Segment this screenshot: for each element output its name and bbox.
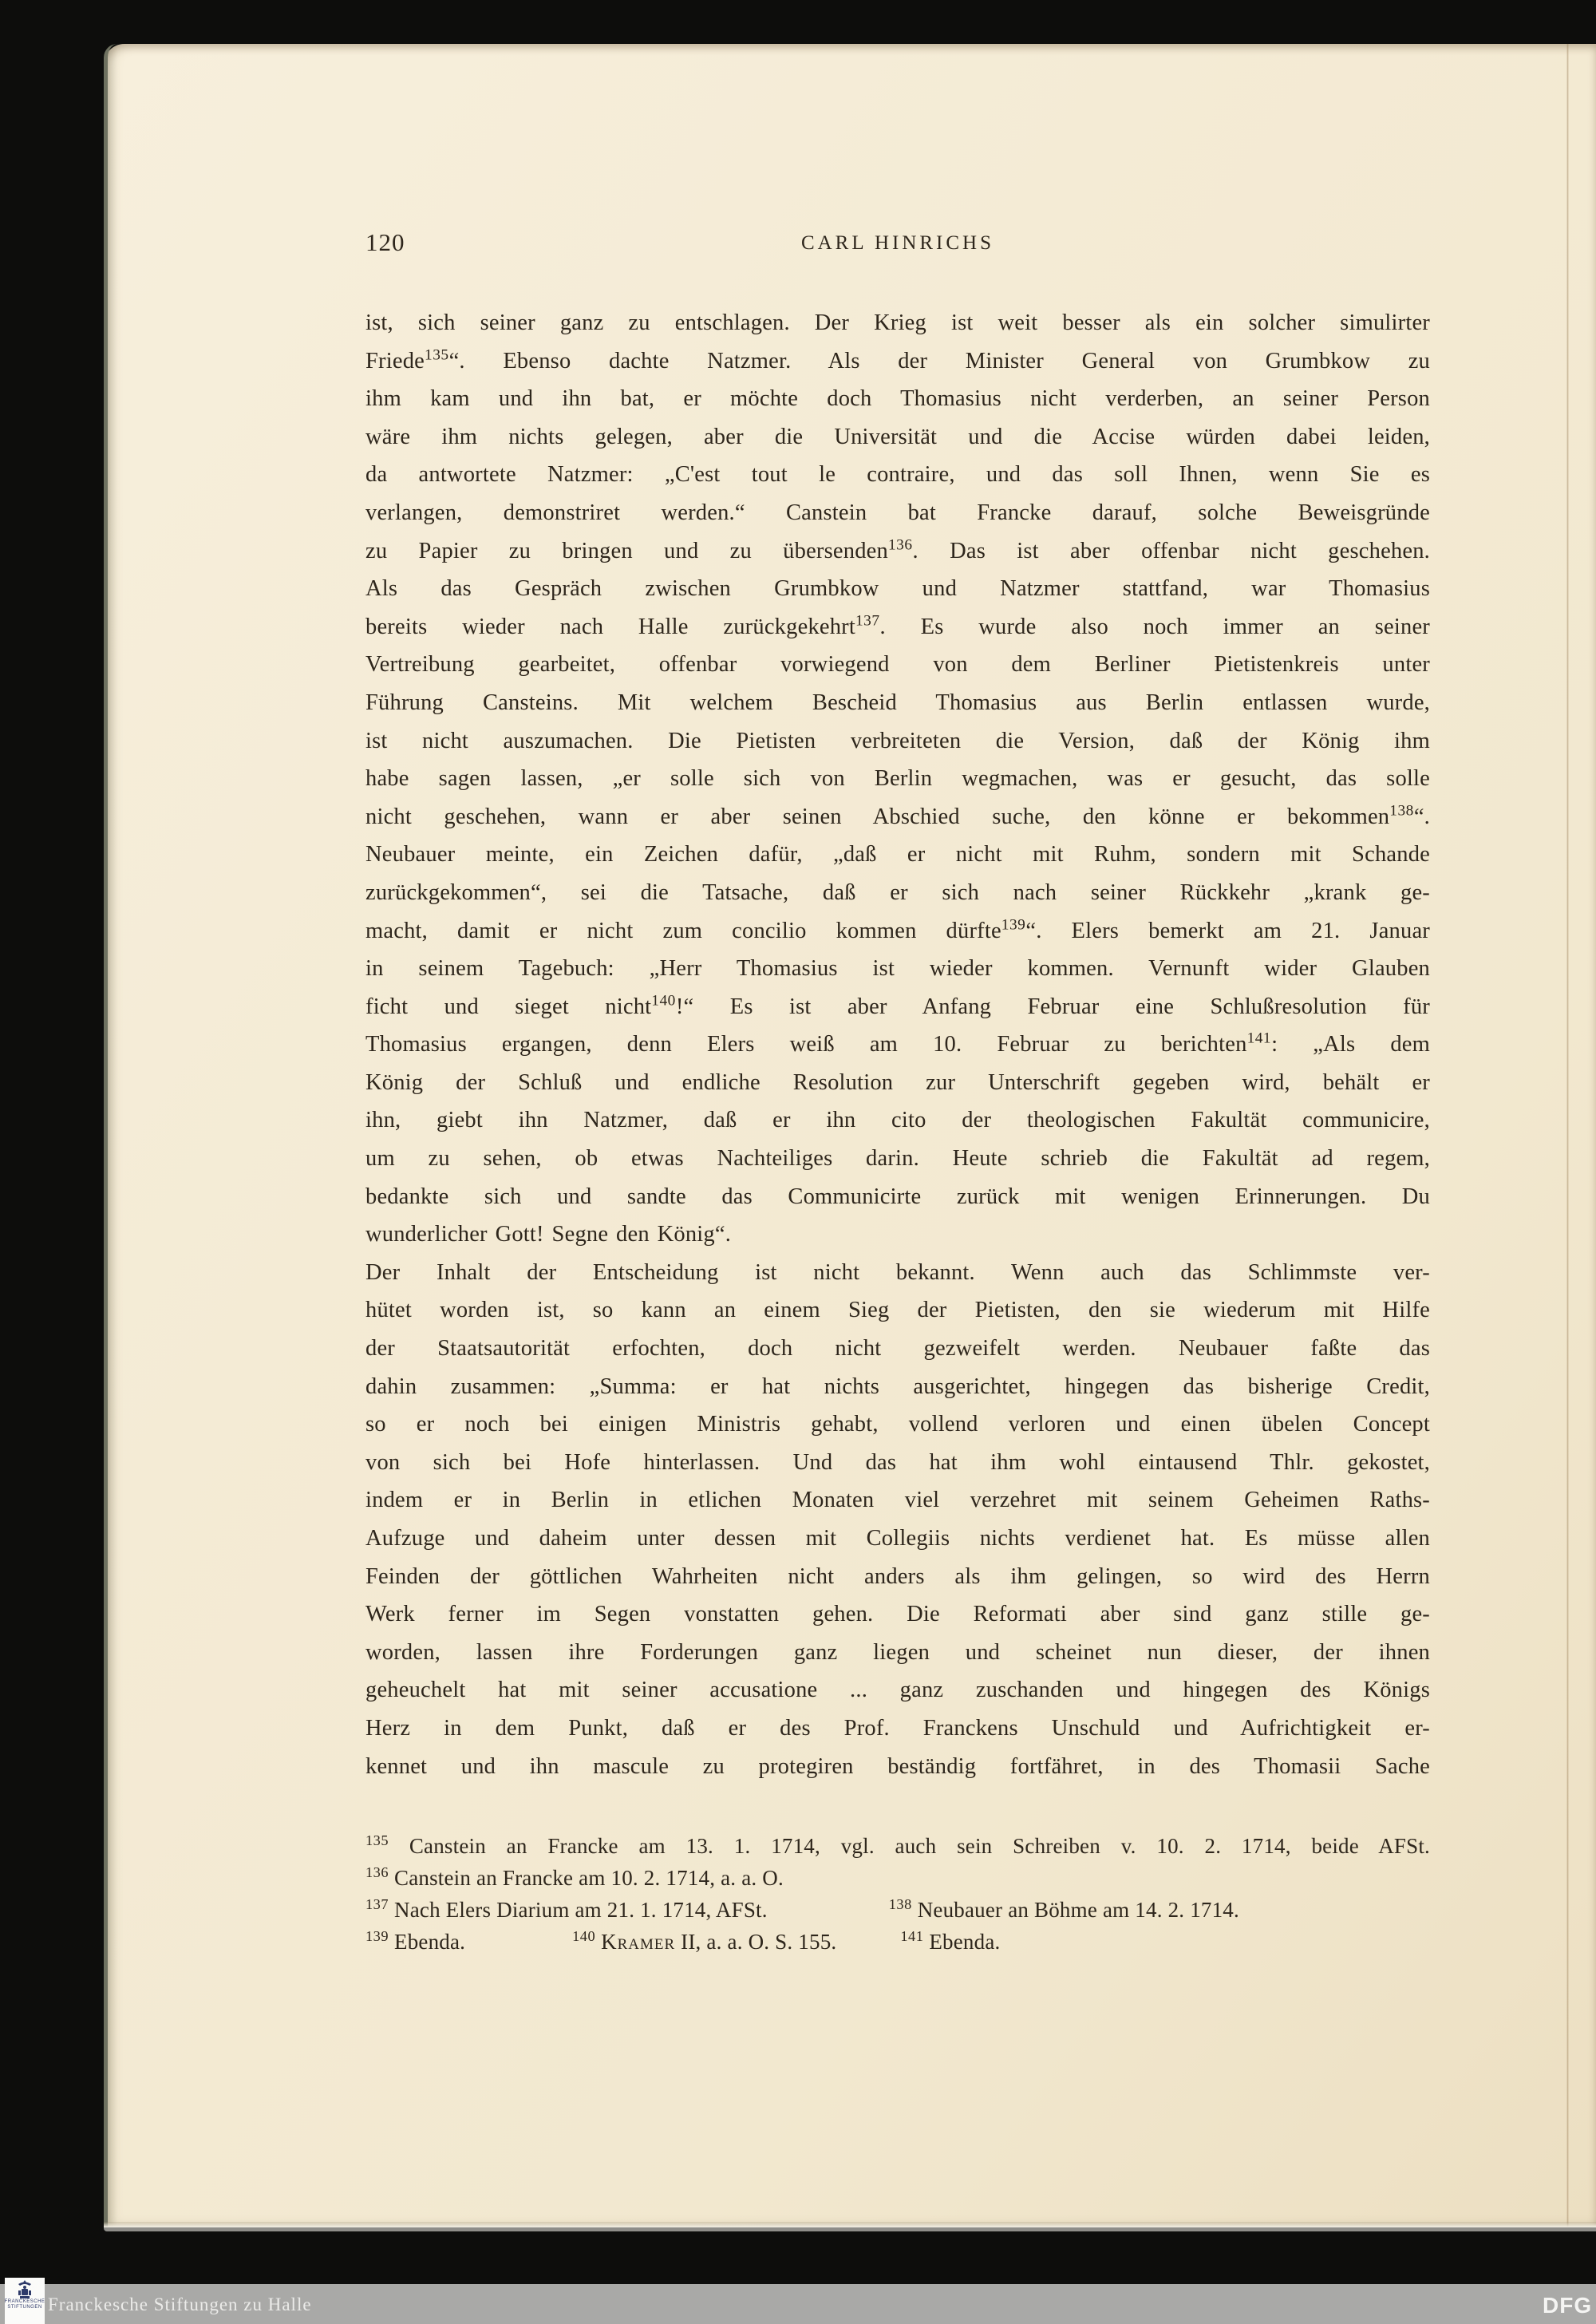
body-line: wäre ihm nichts gelegen, aber die Universität und die Accise würden dabei leiden, [365, 424, 1430, 449]
footnote-entry: $^{136}$ Canstein an Francke am 10. 2. 1714, a. a. O. [365, 1864, 784, 1890]
footnotes [365, 1830, 1430, 1958]
franckesche-stiftungen-icon [16, 2280, 34, 2299]
body-line: ist nicht auszumachen. Die Pietisten verbreiteten die Version, daß der König ihm [365, 728, 1430, 753]
body-line: dahin zusammen: „Summa: er hat nichts ausgerichtet, hingegen das bisherige Credit, [365, 1373, 1430, 1399]
body-line: Friede$^{135}$“. Ebenso dachte Natzmer. Als der Minister General von Grumbkow zu [365, 346, 1430, 374]
footnote-line [365, 1894, 1430, 1926]
body-line: ihn, giebt ihn Natzmer, daß er ihn cito der theologischen Fakultät communicire, [365, 1108, 1430, 1133]
body-line: Führung Cansteins. Mit welchem Bescheid Thomasius aus Berlin entlassen wurde, [365, 690, 1430, 715]
body-line: worden, lassen ihre Forderungen ganz liegen und scheinet nun dieser, der ihnen [365, 1639, 1430, 1665]
footnote-entry: $^{140}$ Kramer II, a. a. O. S. 155. [572, 1928, 837, 1954]
body-line: von sich bei Hofe hinterlassen. Und das hat ihm wohl eintausend Thlr. gekostet, [365, 1449, 1430, 1475]
body-line: um zu sehen, ob etwas Nachteiliges darin. Heute schrieb die Fakultät ad regem, [365, 1146, 1430, 1172]
body-line: Feinden der göttlichen Wahrheiten nicht anders als ihm gelingen, so wird des Herrn [365, 1563, 1430, 1589]
body-line: Neubauer meinte, ein Zeichen dafür, „daß er nicht mit Ruhm, sondern mit Schande [365, 842, 1430, 868]
body-line: in seinem Tagebuch: „Herr Thomasius ist wieder kommen. Vernunft wider Glauben [365, 956, 1430, 982]
body-line: König der Schluß und endliche Resolution zur Unterschrift gegeben wird, behält er [365, 1069, 1430, 1095]
body-line: Werk ferner im Segen vonstatten gehen. Die Reformati aber sind ganz stille ge- [365, 1602, 1430, 1627]
body-line: hütet worden ist, so kann an einem Sieg der Pietisten, den sie wiederum mit Hilfe [365, 1298, 1430, 1323]
body-line: habe sagen lassen, „er solle sich von Berlin wegmachen, was er gesucht, das solle [365, 766, 1430, 792]
institution-logo [5, 2278, 45, 2324]
body-line: Der Inhalt der Entscheidung ist nicht bekannt. Wenn auch das Schlimmste ver- [365, 1259, 1430, 1285]
body-line: Herz in dem Punkt, daß er des Prof. Franckens Unschuld und Aufrichtigkeit er- [365, 1715, 1430, 1741]
body-line: zurückgekommen“, sei die Tatsache, daß er sich nach seiner Rückkehr „krank ge- [365, 879, 1430, 905]
institution-name: Franckesche Stiftungen zu Halle [48, 2294, 312, 2314]
body-line: kennet und ihn mascule zu protegiren beständig fortfähret, in des Thomasii Sache [365, 1753, 1430, 1779]
body-line: Thomasius ergangen, denn Elers weiß am 10. Februar zu berichten$^{141}$: „Als dem [365, 1030, 1430, 1057]
body-line: nicht geschehen, wann er aber seinen Abschied suche, den könne er bekommen$^{138}$“. [365, 802, 1430, 829]
page-crease-line [1566, 44, 1569, 2227]
page-number: 120 [365, 228, 405, 256]
institution-logo-caption-line2: STIFTUNGEN [7, 2305, 42, 2310]
body-line: der Staatsautorität erfochten, doch nicht gezweifelt werden. Neubauer faßte das [365, 1336, 1430, 1362]
body-line: wunderlicher Gott! Segne den König“. [365, 1222, 732, 1247]
footnote-line [365, 1862, 1430, 1894]
body-line: Aufzuge und daheim unter dessen mit Collegiis nichts verdienet hat. Es müsse allen [365, 1526, 1430, 1551]
institution-logo-caption-line1: FRANCKESCHE [4, 2299, 45, 2304]
body-line: da antwortete Natzmer: „C'est tout le contraire, und das soll Ihnen, wenn Sie es [365, 462, 1430, 488]
footnote-entry: $^{137}$ Nach Elers Diarium am 21. 1. 1714, AFSt. [365, 1896, 768, 1922]
footnote-entry: $^{139}$ Ebenda. [365, 1928, 466, 1954]
body-line: bereits wieder nach Halle zurückgekehrt$^{137}$. Es wurde also noch immer an seiner [365, 612, 1430, 639]
page-left-edge [104, 44, 117, 2227]
footnote-entry: $^{141}$ Ebenda. [900, 1928, 1001, 1954]
footnote-entry: $^{135}$ Canstein an Francke am 13. 1. 1714, vgl. auch sein Schreiben v. 10. 2. 1714, beide AFSt. [365, 1832, 1430, 1858]
running-head: CARL HINRICHS [800, 232, 995, 254]
dfg-logo: DFG [1543, 2293, 1593, 2318]
body-line: indem er in Berlin in etlichen Monaten viel verzehret mit seinem Geheimen Raths- [365, 1488, 1430, 1513]
footnote-line [365, 1830, 1430, 1862]
body-line: verlangen, demonstriret werden.“ Canstein bat Francke darauf, solche Beweisgründe [365, 500, 1430, 525]
page-bottom-edge [104, 2222, 1596, 2227]
body-text [365, 304, 1430, 1785]
footnote-entry: $^{138}$ Neubauer an Böhme am 14. 2. 1714. [888, 1896, 1239, 1922]
viewer-footer-bar [0, 2284, 1596, 2324]
book-page [104, 44, 1596, 2227]
body-line: so er noch bei einigen Ministris gehabt, vollend verloren und einen übelen Concept [365, 1412, 1430, 1437]
body-line: ihm kam und ihn bat, er möchte doch Thomasius nicht verderben, an seiner Person [365, 386, 1430, 412]
footnote-line [365, 1926, 1430, 1958]
body-line: Vertreibung gearbeitet, offenbar vorwiegend von dem Berliner Pietistenkreis unter [365, 652, 1430, 678]
body-line: macht, damit er nicht zum concilio kommen dürfte$^{139}$“. Elers bemerkt am 21. Januar [365, 916, 1430, 943]
body-line: bedankte sich und sandte das Communicirte zurück mit wenigen Erinnerungen. Du [365, 1184, 1430, 1209]
body-line: Als das Gespräch zwischen Grumbkow und Natzmer stattfand, war Thomasius [365, 576, 1430, 602]
body-line: ficht und sieget nicht$^{140}$!“ Es ist aber Anfang Februar eine Schlußresolution für [365, 992, 1430, 1019]
body-line: geheuchelt hat mit seiner accusatione ... ganz zuschanden und hingegen des Königs [365, 1678, 1430, 1703]
body-line: ist, sich seiner ganz zu entschlagen. Der Krieg ist weit besser als ein solcher simulirter [365, 310, 1430, 335]
body-line: zu Papier zu bringen und zu übersenden$^{136}$. Das ist aber offenbar nicht geschehen. [365, 536, 1430, 563]
